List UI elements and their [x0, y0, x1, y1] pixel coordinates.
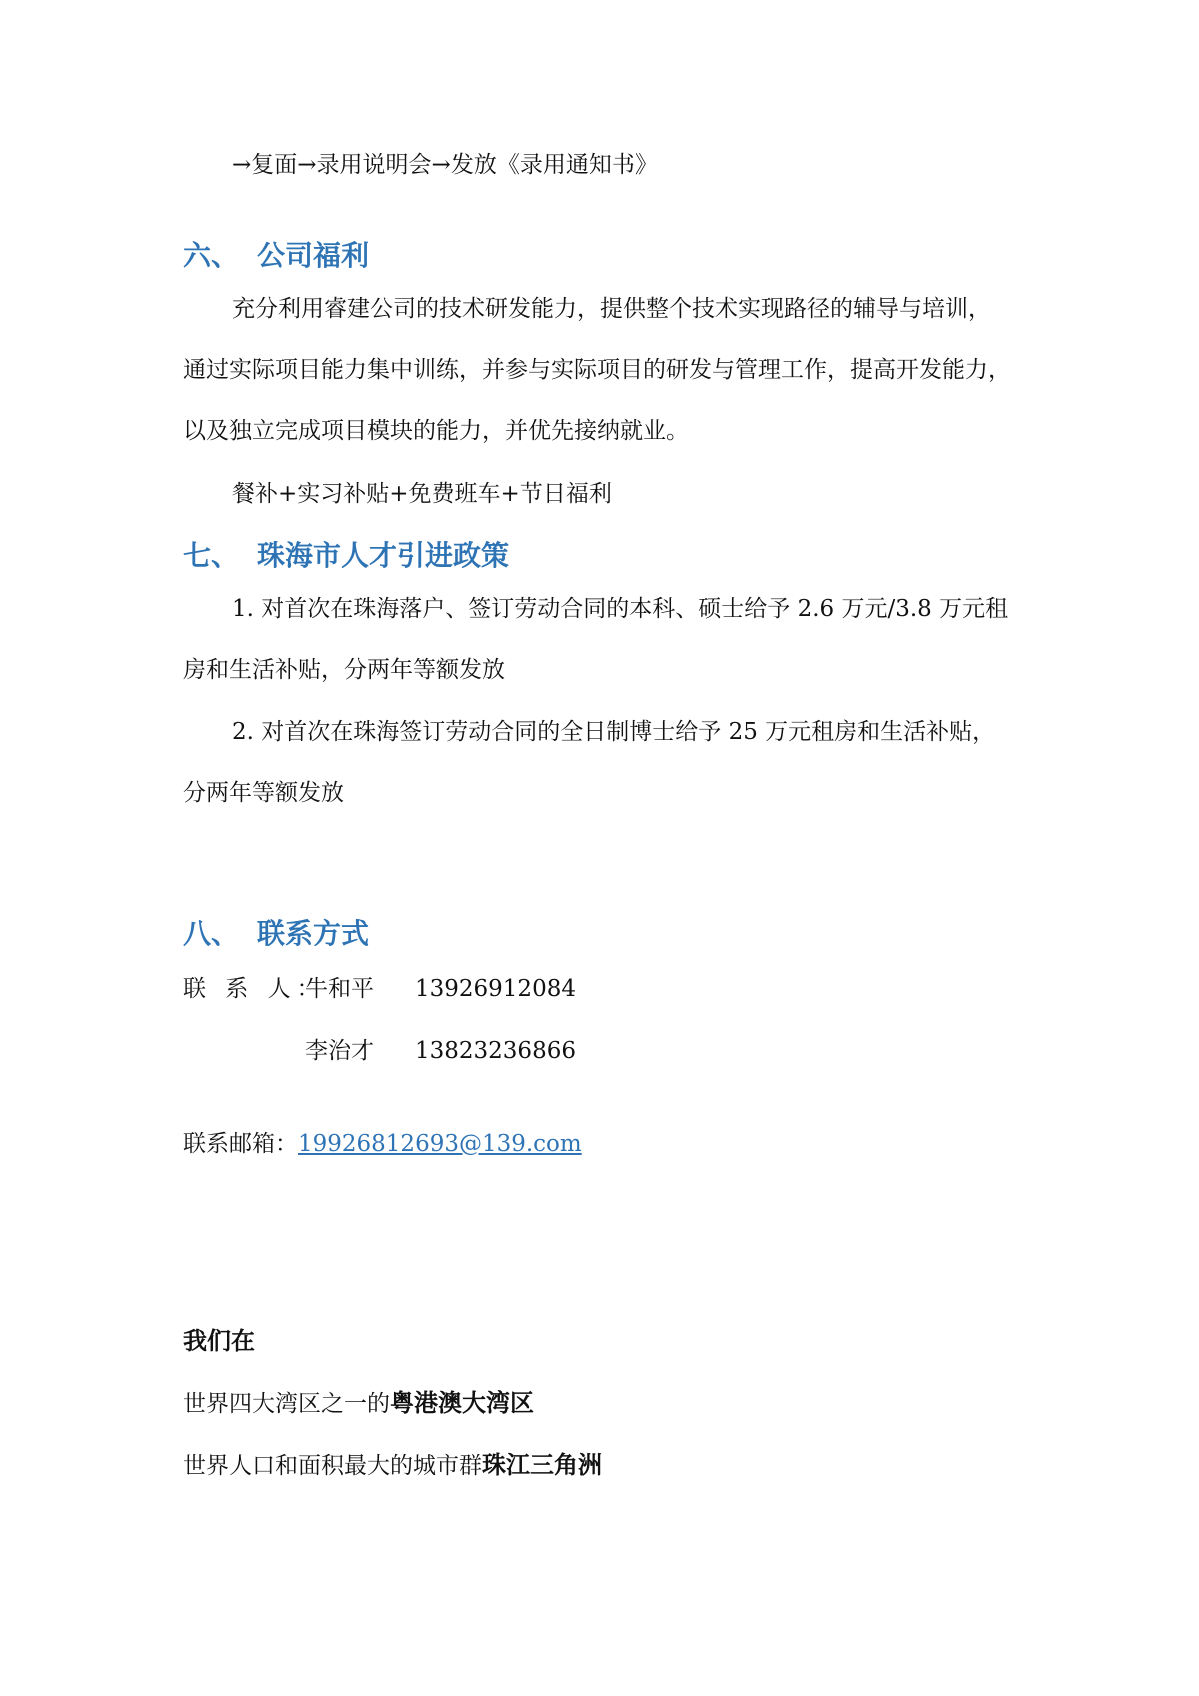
section-title: 珠海市人才引进政策 — [257, 539, 510, 572]
contact-email-row — [183, 1129, 582, 1159]
contact-phone: 13926912084 — [415, 976, 576, 1002]
location-highlight: 粤港澳大湾区 — [390, 1389, 534, 1417]
section-heading-contact — [183, 916, 369, 952]
location-text: 世界四大湾区之一的 — [183, 1391, 390, 1417]
contact-phone: 13823236866 — [415, 1038, 576, 1064]
location-highlight: 珠江三角洲 — [482, 1451, 602, 1479]
contact-name: 牛和平 — [305, 976, 374, 1002]
policy-item-1: 1. 对首次在珠海落户、签订劳动合同的本科、硕士给予 2.6 万元/3.8 万元租 — [232, 596, 1009, 622]
email-label: 联系邮箱： — [183, 1131, 298, 1157]
location-line-1 — [183, 1388, 534, 1419]
contact-row-1 — [183, 974, 576, 1004]
section-number: 六、 — [183, 239, 240, 272]
section-number: 八、 — [183, 917, 240, 950]
email-link[interactable]: 19926812693@139.com — [298, 1131, 582, 1157]
location-title: 我们在 — [183, 1327, 255, 1355]
policy-item-1-continued: 房和生活补贴，分两年等额发放 — [183, 657, 505, 683]
perks-line: 餐补+实习补贴+免费班车+节日福利 — [232, 481, 612, 507]
location-line-2 — [183, 1450, 602, 1481]
paragraph-line: 充分利用睿建公司的技术研发能力，提供整个技术实现路径的辅导与培训， — [232, 296, 991, 322]
section-title: 公司福利 — [257, 239, 370, 272]
paragraph-line: 以及独立完成项目模块的能力，并优先接纳就业。 — [183, 418, 689, 444]
recruit-process-line: →复面→录用说明会→发放《录用通知书》 — [232, 152, 658, 178]
policy-item-2-continued: 分两年等额发放 — [183, 780, 344, 806]
contact-name: 李治才 — [305, 1038, 374, 1064]
contact-label: 联 系 人： — [183, 976, 326, 1002]
section-heading-policy — [183, 538, 509, 574]
section-heading-benefits — [183, 238, 369, 274]
paragraph-line: 通过实际项目能力集中训练，并参与实际项目的研发与管理工作，提高开发能力， — [183, 357, 1011, 383]
contact-row-2 — [183, 1036, 576, 1066]
location-text: 世界人口和面积最大的城市群 — [183, 1453, 482, 1479]
policy-item-2: 2. 对首次在珠海签订劳动合同的全日制博士给予 25 万元租房和生活补贴， — [232, 719, 996, 745]
section-title: 联系方式 — [257, 917, 370, 950]
section-number: 七、 — [183, 539, 240, 572]
